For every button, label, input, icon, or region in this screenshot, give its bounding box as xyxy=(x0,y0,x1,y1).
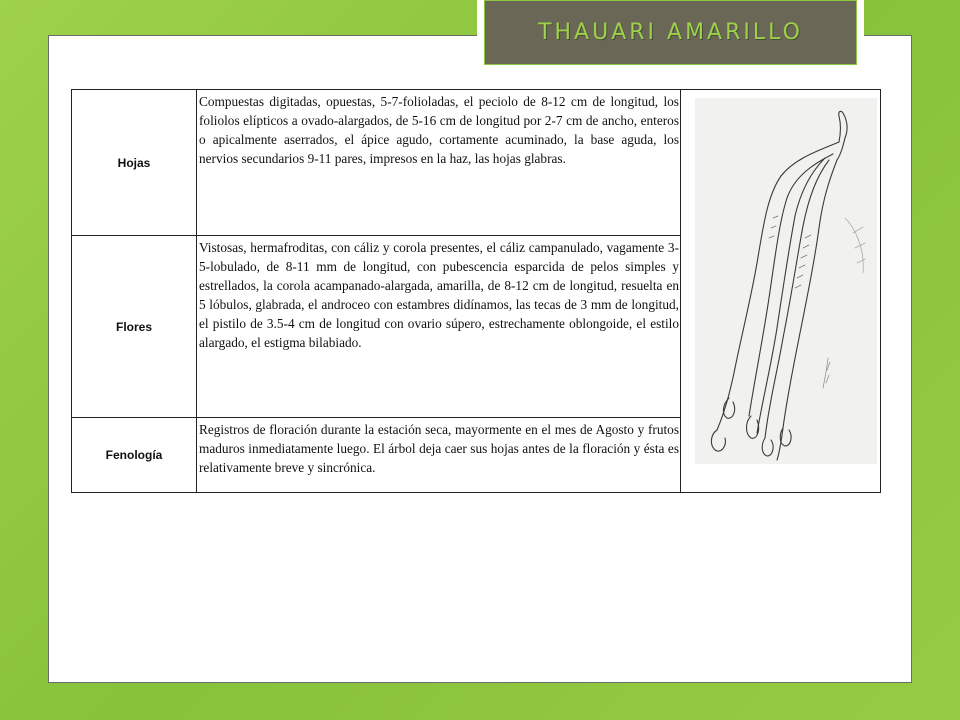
title-box xyxy=(477,0,864,72)
illustration-cell xyxy=(681,90,881,493)
seed-pod-drawing-icon xyxy=(695,98,877,464)
row-description-hojas: Compuestas digitadas, opuestas, 5-7-folioladas, el peciolo de 8-12 cm de longitud, los foliolos elípticos a ovado-alargados, de 5-16 cm de longitud por 2-7 cm de ancho, enteros o apicalmente aserrados, el ápice agudo, cortamente acuminado, la base aguda, los nervios secundarios 9-11 pares, impresos en la haz, las hojas glabras. xyxy=(197,90,681,236)
row-label-fenologia: Fenología xyxy=(72,418,197,493)
row-label-flores: Flores xyxy=(72,236,197,418)
table-row-hojas xyxy=(72,90,881,236)
row-description-fenologia: Registros de floración durante la estación seca, mayormente en el mes de Agosto y frutos maduros inmediatamente luego. El árbol deja caer sus hojas antes de la floración y ésta es relativamente breve y sincrónica. xyxy=(197,418,681,493)
row-description-flores: Vistosas, hermafroditas, con cáliz y corola presentes, el cáliz campanulado, vagamente 3-5-lobulado, de 8-11 mm de longitud, con pubescencia esparcida de pelos simples y estrellados, la corola acampanado-alargada, amarilla, de 8-12 cm de longitud, resuelta en 5 lóbulos, glabrada, el androceo con estambres didínamos, las tecas de 3 mm de longitud, el pistilo de 3.5-4 cm de longitud con ovario súpero, estrechamente oblongoide, el estilo alargado, el estigma bilabiado. xyxy=(197,236,681,418)
page-title: THAUARI AMARILLO xyxy=(538,20,803,45)
row-label-hojas: Hojas xyxy=(72,90,197,236)
species-info-table xyxy=(71,89,881,493)
title-banner xyxy=(484,0,857,65)
